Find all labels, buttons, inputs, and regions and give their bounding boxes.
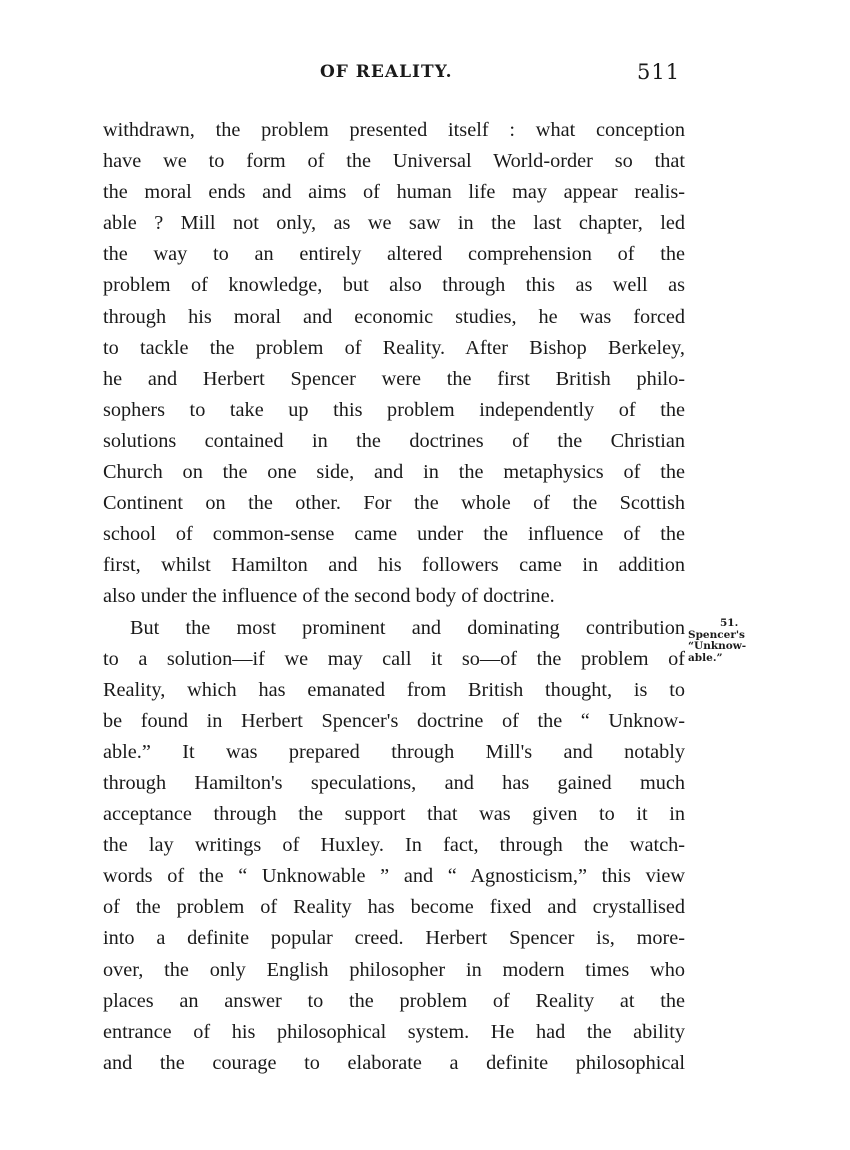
body-text [103, 115, 685, 1079]
paragraph [103, 613, 685, 1079]
text-line: acceptance through the support that was given to it in [103, 803, 685, 826]
margin-note-line: “Unknow- [688, 640, 747, 652]
text-line: able.” It was prepared through Mill's and notably [103, 740, 685, 763]
margin-note-line: Spencer's [688, 628, 745, 641]
text-line: Church on the one side, and in the metaphysics of the [103, 461, 685, 484]
text-line: over, the only English philosopher in modern times who [103, 958, 685, 981]
text-line: also under the influence of the second body of doctrine. [103, 585, 555, 608]
page-header [0, 62, 850, 92]
text-line: places an answer to the problem of Reality at the [103, 989, 685, 1012]
text-line: the moral ends and aims of human life may appear realis- [103, 181, 685, 204]
text-line: words of the “ Unknowable ” and “ Agnosticism,” this view [103, 865, 685, 888]
text-line: problem of knowledge, but also through this as well as [103, 274, 685, 297]
text-line: into a definite popular creed. Herbert Spencer is, more- [103, 927, 685, 950]
paragraph [103, 115, 685, 613]
text-line: sophers to take up this problem independently of the [103, 398, 685, 421]
margin-note [688, 618, 783, 664]
text-line: to a solution—if we may call it so—of the problem of [103, 647, 685, 670]
text-line: first, whilst Hamilton and his followers came in addition [103, 554, 685, 577]
running-title: OF REALITY. [320, 62, 453, 82]
text-line: Reality, which has emanated from British thought, is to [103, 678, 685, 701]
text-line: be found in Herbert Spencer's doctrine of the “ Unknow- [103, 709, 685, 732]
margin-note-number: 51. [720, 617, 739, 629]
text-line: able ? Mill not only, as we saw in the last chapter, led [103, 212, 685, 235]
text-line: he and Herbert Spencer were the first British philo- [103, 367, 685, 390]
text-line: the lay writings of Huxley. In fact, through the watch- [103, 834, 685, 857]
text-line: of the problem of Reality has become fixed and crystallised [103, 896, 685, 919]
page-number: 511 [637, 60, 681, 84]
text-line: the way to an entirely altered comprehension of the [103, 243, 685, 266]
margin-note-line: able.” [688, 651, 723, 664]
text-line: and the courage to elaborate a definite philosophical [103, 1051, 685, 1074]
text-line: withdrawn, the problem presented itself : what conception [103, 119, 685, 141]
text-line: But the most prominent and dominating contribution [130, 616, 685, 639]
text-line: Continent on the other. For the whole of the Scottish [103, 492, 685, 515]
text-line: entrance of his philosophical system. He had the ability [103, 1020, 685, 1043]
text-line: have we to form of the Universal World-order so that [103, 150, 685, 173]
text-line: to tackle the problem of Reality. After Bishop Berkeley, [103, 336, 685, 359]
text-line: solutions contained in the doctrines of the Christian [103, 429, 685, 452]
text-line: through his moral and economic studies, he was forced [103, 305, 685, 328]
text-line: through Hamilton's speculations, and has gained much [103, 771, 685, 794]
text-line: school of common-sense came under the influence of the [103, 523, 685, 546]
